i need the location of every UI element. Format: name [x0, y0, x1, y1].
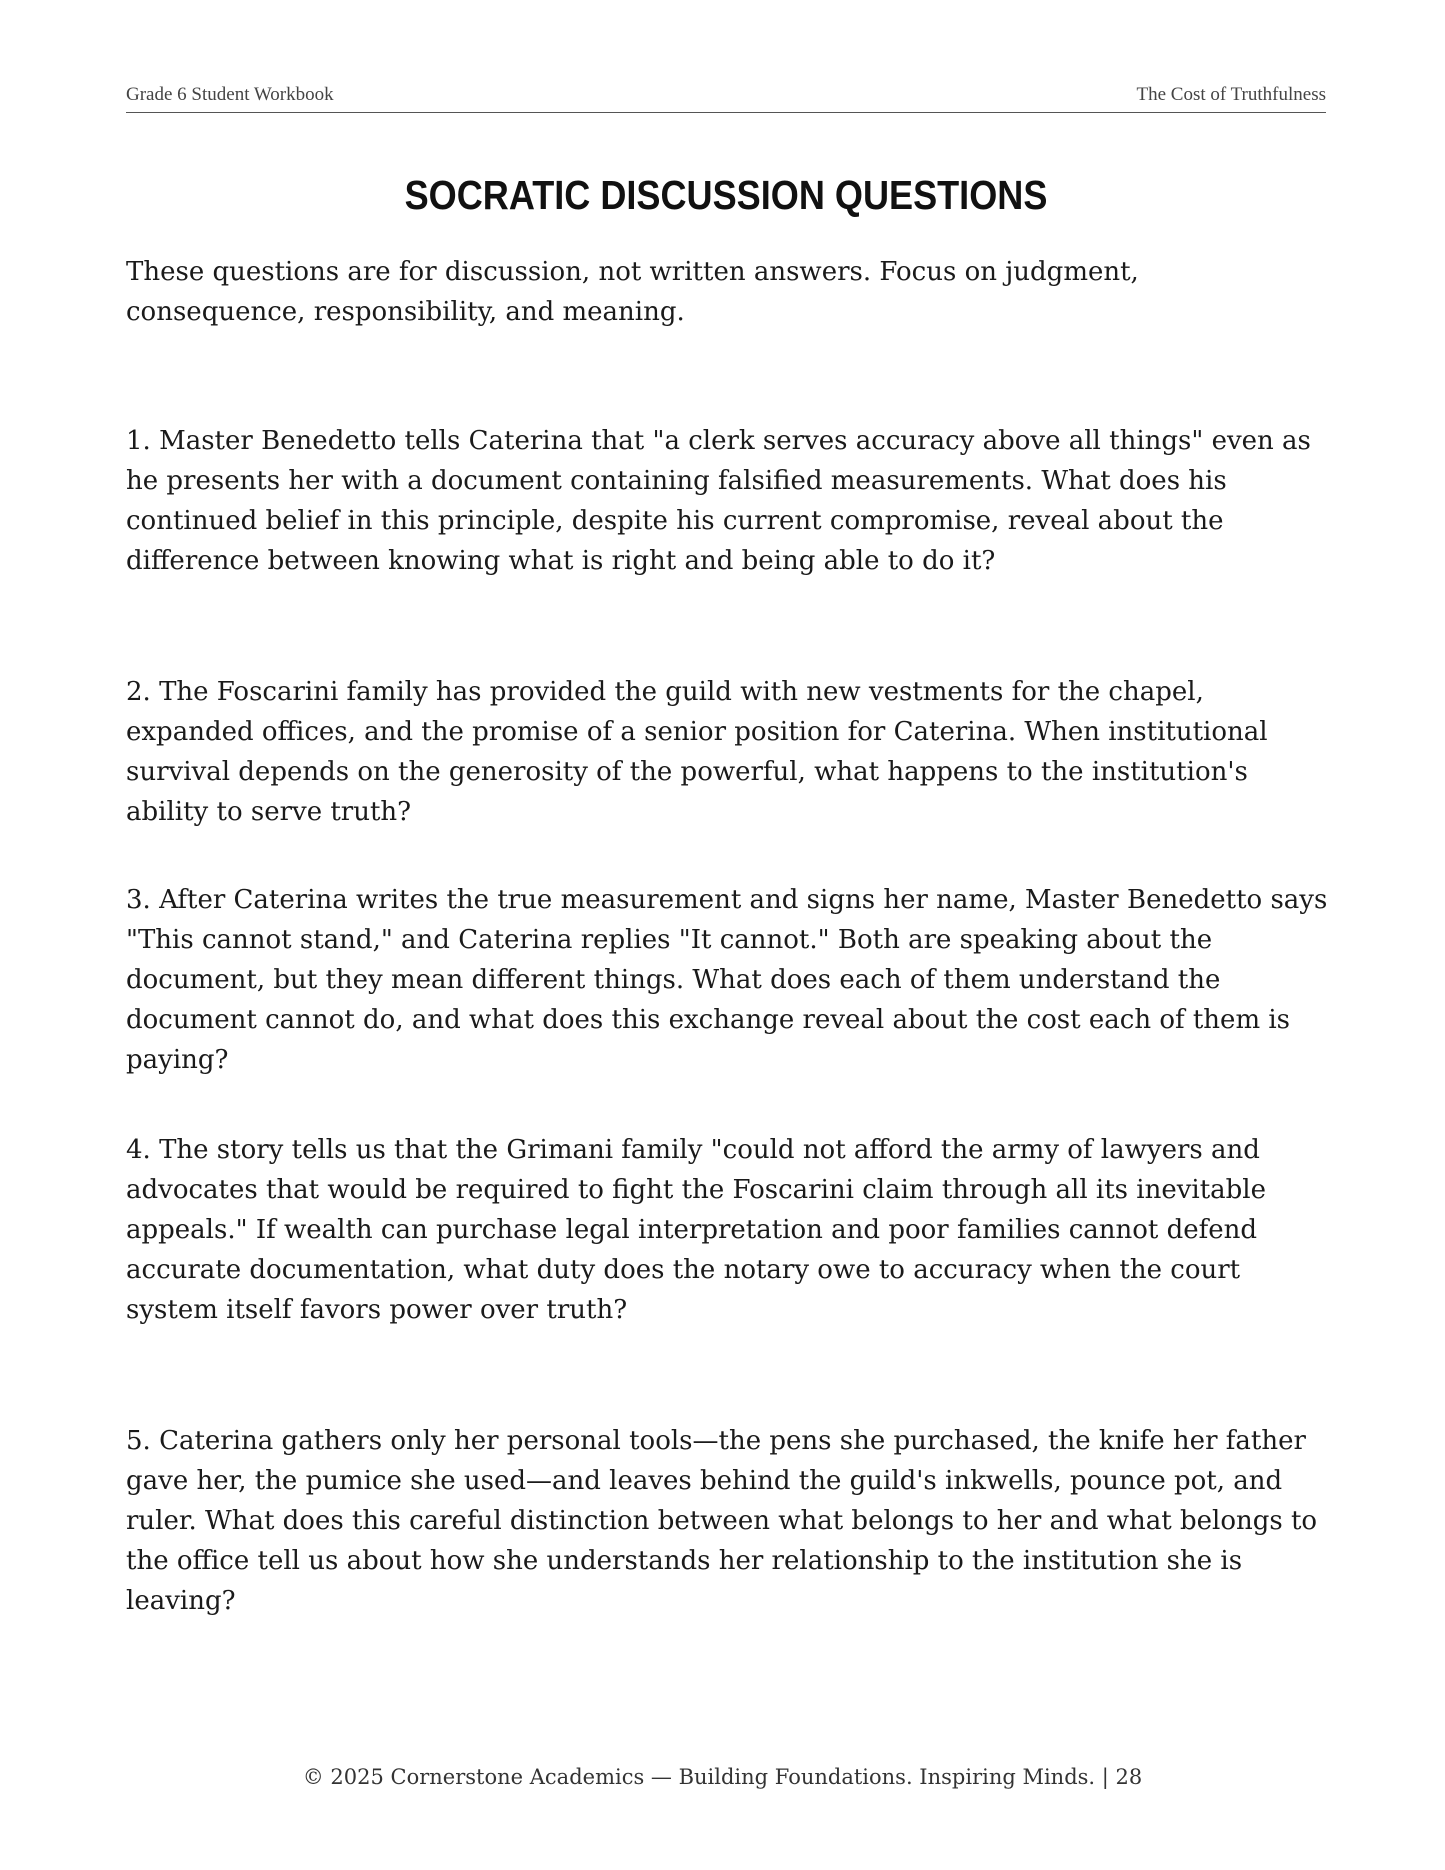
- intro-paragraph: These questions are for discussion, not written answers. Focus on judgment, consequence, responsibility, and meaning.: [126, 257, 1139, 327]
- header-workbook-label: Grade 6 Student Workbook: [126, 84, 334, 105]
- question-4: 4. The story tells us that the Grimani family "could not afford the army of lawyers and advocates that would be required to fight the Foscarini claim through all its inevitable appeals." If wealth can purchase legal interpretation and poor families cannot defend accurate documentation, what duty does the notary owe to accuracy when the court system itself favors power over truth?: [126, 1135, 1267, 1325]
- page-header: [126, 82, 1326, 113]
- question-2: 2. The Foscarini family has provided the guild with new vestments for the chapel, expanded offices, and the promise of a senior position for Caterina. When institutional survival depends on the generosity of the powerful, what happens to the institution's ability to serve truth?: [126, 677, 1268, 827]
- page-title: SOCRATIC DISCUSSION QUESTIONS: [404, 172, 1048, 218]
- header-chapter-title: The Cost of Truthfulness: [1136, 84, 1326, 105]
- page-footer: © 2025 Cornerstone Academics — Building Foundations. Inspiring Minds. | 28: [302, 1765, 1143, 1789]
- question-1: 1. Master Benedetto tells Caterina that "a clerk serves accuracy above all things" even as he presents her with a document containing falsified measurements. What does his continued belief in this principle, despite his current compromise, reveal about the difference between knowing what is right and being able to do it?: [126, 426, 1311, 576]
- question-5: 5. Caterina gathers only her personal tools—the pens she purchased, the knife her father gave her, the pumice she used—and leaves behind the guild's inkwells, pounce pot, and ruler. What does this careful distinction between what belongs to her and what belongs to the office tell us about how she understands her relationship to the institution she is leaving?: [126, 1426, 1318, 1616]
- question-3: 3. After Caterina writes the true measurement and signs her name, Master Benedetto says "This cannot stand," and Caterina replies "It cannot." Both are speaking about the document, but they mean different things. What does each of them understand the document cannot do, and what does this exchange reveal about the cost each of them is paying?: [126, 885, 1328, 1075]
